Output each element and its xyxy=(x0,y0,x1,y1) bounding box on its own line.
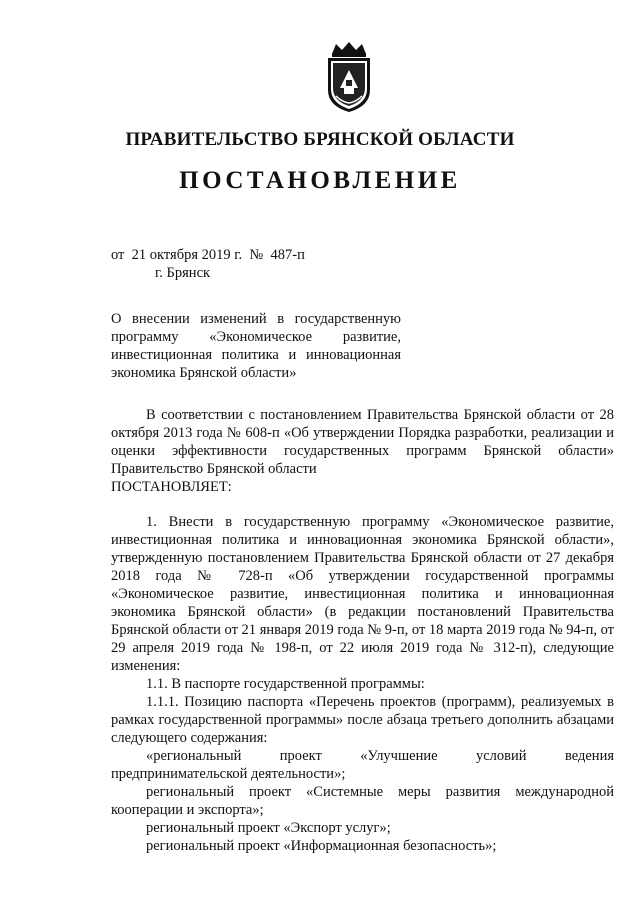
document-type-title: ПОСТАНОВЛЕНИЕ xyxy=(179,167,461,194)
date-number-line: от 21 октября 2019 г. № 487-п xyxy=(111,247,305,263)
preamble-paragraph: В соответствии с постановлением Правительства Брянской области от 28 октября 2013 года № 608-п «Об утверждении Порядка разработки, реализации и оценки эффективности государственных программ Брянской области» Правительство Брянской области xyxy=(111,407,614,477)
quote-paragraph-3: региональный проект «Экспорт услуг»; xyxy=(146,820,391,836)
item-1-1-1: 1.1.1. Позицию паспорта «Перечень проектов (программ), реализуемых в рамках государственной программы» после абзаца третьего дополнить абзацами следующего содержания: xyxy=(111,694,614,746)
organization-title: ПРАВИТЕЛЬСТВО БРЯНСКОЙ ОБЛАСТИ xyxy=(125,129,515,150)
coat-of-arms-icon xyxy=(322,40,376,114)
document-body xyxy=(111,406,614,855)
quote-paragraph-2: региональный проект «Системные меры развития международной кооперации и экспорта»; xyxy=(111,784,614,818)
document-meta xyxy=(111,246,305,282)
quote-paragraph-4: региональный проект «Информационная безопасность»; xyxy=(146,838,497,854)
document-subject: О внесении изменений в государственную программу «Экономическое развитие, инвестиционная политика и инновационная экономика Брянской области» xyxy=(111,311,401,381)
city-line: г. Брянск xyxy=(155,265,211,281)
item-1: 1. Внести в государственную программу «Экономическое развитие, инвестиционная политика и инновационная экономика Брянской области», утвержденную постановлением Правительства Брянской области от 27 декабря 2018 года № 728-п «Об утверждении государственной программы «Экономическое развитие, инвестиционная политика и инновационная экономика Брянской области» (в редакции постановлений Правительства Брянской области от 21 января 2019 года № 9-п, от 18 марта 2019 года № 94-п, от 29 апреля 2019 года № 198-п, от 22 июля 2019 года № 312-п), следующие изменения: xyxy=(111,514,614,674)
resolve-line: ПОСТАНОВЛЯЕТ: xyxy=(111,479,232,495)
quote-paragraph-1: «региональный проект «Улучшение условий ведения предпринимательской деятельности»; xyxy=(111,748,614,782)
item-1-1: 1.1. В паспорте государственной программы: xyxy=(146,676,425,692)
